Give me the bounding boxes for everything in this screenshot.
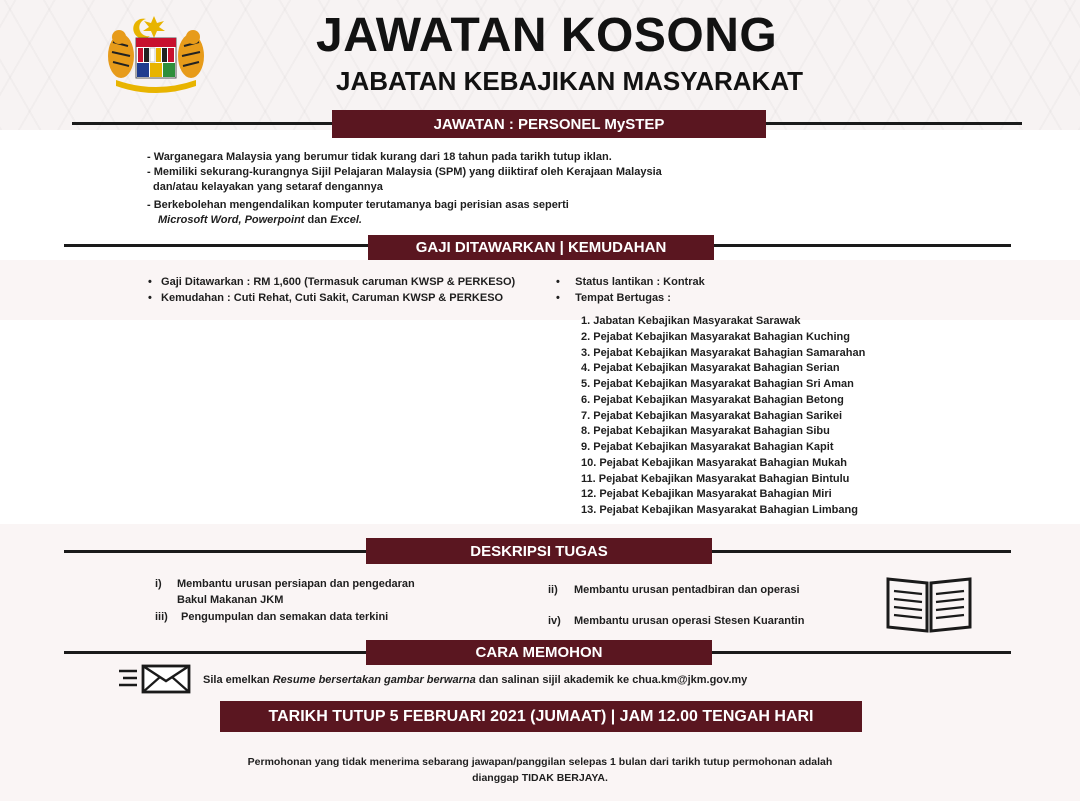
duty-text: Membantu urusan persiapan dan pengedaran [177, 578, 415, 590]
requirement-3-software [158, 213, 362, 229]
duty-text: Membantu urusan operasi Stesen Kuarantin [574, 615, 805, 627]
list-item: 4. Pejabat Kebajikan Masyarakat Bahagian Serian [581, 362, 840, 375]
list-item: 7. Pejabat Kebajikan Masyarakat Bahagian Sarikei [581, 409, 843, 422]
apply-email-text[interactable]: dan salinan sijil akademik ke chua.km@jkm.gov.my [475, 674, 748, 686]
list-item: 3. Pejabat Kebajikan Masyarakat Bahagian Samarahan [581, 346, 866, 359]
software-and: dan [304, 214, 331, 226]
bullet: • [556, 276, 560, 288]
duty-1-cont: Bakul Makanan JKM [177, 594, 284, 606]
duty-index: ii) [548, 584, 558, 596]
list-item: 8. Pejabat Kebajikan Masyarakat Bahagian Sibu [581, 425, 830, 438]
location-list [581, 314, 865, 519]
page-subtitle: JABATAN KEBAJIKAN MASYARAKAT [336, 66, 804, 96]
facility-item [148, 291, 503, 307]
list-item: 2. Pejabat Kebajikan Masyarakat Bahagian Kuching [581, 330, 850, 343]
duty-3 [155, 610, 388, 625]
duty-4 [548, 614, 804, 629]
list-item: 13. Pejabat Kebajikan Masyarakat Bahagian Limbang [581, 504, 858, 516]
benefits-label: GAJI DITAWARKAN | KEMUDAHAN [368, 235, 714, 260]
list-item: 10. Pejabat Kebajikan Masyarakat Bahagian Mukah [581, 456, 847, 469]
open-book-icon [884, 573, 974, 637]
requirement-2: - Memiliki sekurang-kurangnya Sijil Pelajaran Malaysia (SPM) yang diiktiraf oleh Kerajaan Malaysia [147, 166, 662, 178]
list-item: 5. Pejabat Kebajikan Masyarakat Bahagian Sri Aman [581, 378, 854, 390]
requirement-1: - Warganegara Malaysia yang berumur tidak kurang dari 18 tahun pada tarikh tutup iklan. [147, 151, 612, 163]
requirement-2-cont: dan/atau kelayakan yang setaraf dengannya [153, 181, 383, 193]
bullet: • [148, 276, 152, 288]
apply-text-italic: Resume bersertakan gambar berwarna [272, 674, 476, 686]
duty-index: iv) [548, 615, 561, 627]
requirement-3: - Berkebolehan mengendalikan komputer terutamanya bagi perisian asas seperti [147, 199, 569, 211]
list-item: 9. Pejabat Kebajikan Masyarakat Bahagian Kapit [581, 441, 834, 453]
list-item: 1. Jabatan Kebajikan Masyarakat Sarawak [581, 315, 801, 327]
duty-text: Pengumpulan dan semakan data terkini [181, 611, 389, 623]
list-item: 11. Pejabat Kebajikan Masyarakat Bahagian Bintulu [581, 472, 850, 485]
footer-note [180, 754, 900, 786]
facility-text: Kemudahan : Cuti Rehat, Cuti Sakit, Caruman KWSP & PERKESO [161, 292, 504, 304]
bullet: • [148, 292, 152, 304]
duty-1 [155, 577, 415, 592]
duties-label: DESKRIPSI TUGAS [366, 538, 712, 564]
duty-index: iii) [155, 611, 168, 623]
bullet: • [556, 292, 560, 304]
location-heading [556, 291, 671, 307]
salary-text: Gaji Ditawarkan : RM 1,600 (Termasuk caruman KWSP & PERKESO) [161, 276, 516, 288]
duty-index: i) [155, 578, 162, 590]
list-item: 12. Pejabat Kebajikan Masyarakat Bahagian Miri [581, 488, 832, 501]
footer-line: Permohonan yang tidak menerima sebarang jawapan/panggilan selepas 1 bulan dari tarikh tutup permohonan adalah [247, 756, 833, 768]
duty-2 [548, 583, 800, 598]
status-item [556, 275, 705, 291]
apply-label: CARA MEMOHON [366, 640, 712, 665]
location-heading-text: Tempat Bertugas : [575, 292, 671, 304]
status-text: Status lantikan : Kontrak [575, 276, 705, 288]
software-list: Microsoft Word, Powerpoint [158, 214, 305, 226]
coat-of-arms-icon [104, 12, 208, 94]
software-excel: Excel. [330, 214, 362, 226]
position-label: JAWATAN : PERSONEL MySTEP [332, 110, 766, 138]
envelope-icon [117, 664, 193, 694]
list-item: 6. Pejabat Kebajikan Masyarakat Bahagian Betong [581, 393, 844, 406]
closing-date-banner: TARIKH TUTUP 5 FEBRUARI 2021 (JUMAAT) | JAM 12.00 TENGAH HARI [220, 701, 862, 732]
duty-text: Membantu urusan pentadbiran dan operasi [574, 584, 800, 596]
footer-line: dianggap TIDAK BERJAYA. [472, 772, 608, 784]
salary-item [148, 275, 515, 291]
apply-text: Sila emelkan [203, 674, 273, 686]
apply-instructions [203, 673, 747, 689]
page-title: JAWATAN KOSONG [316, 9, 778, 62]
